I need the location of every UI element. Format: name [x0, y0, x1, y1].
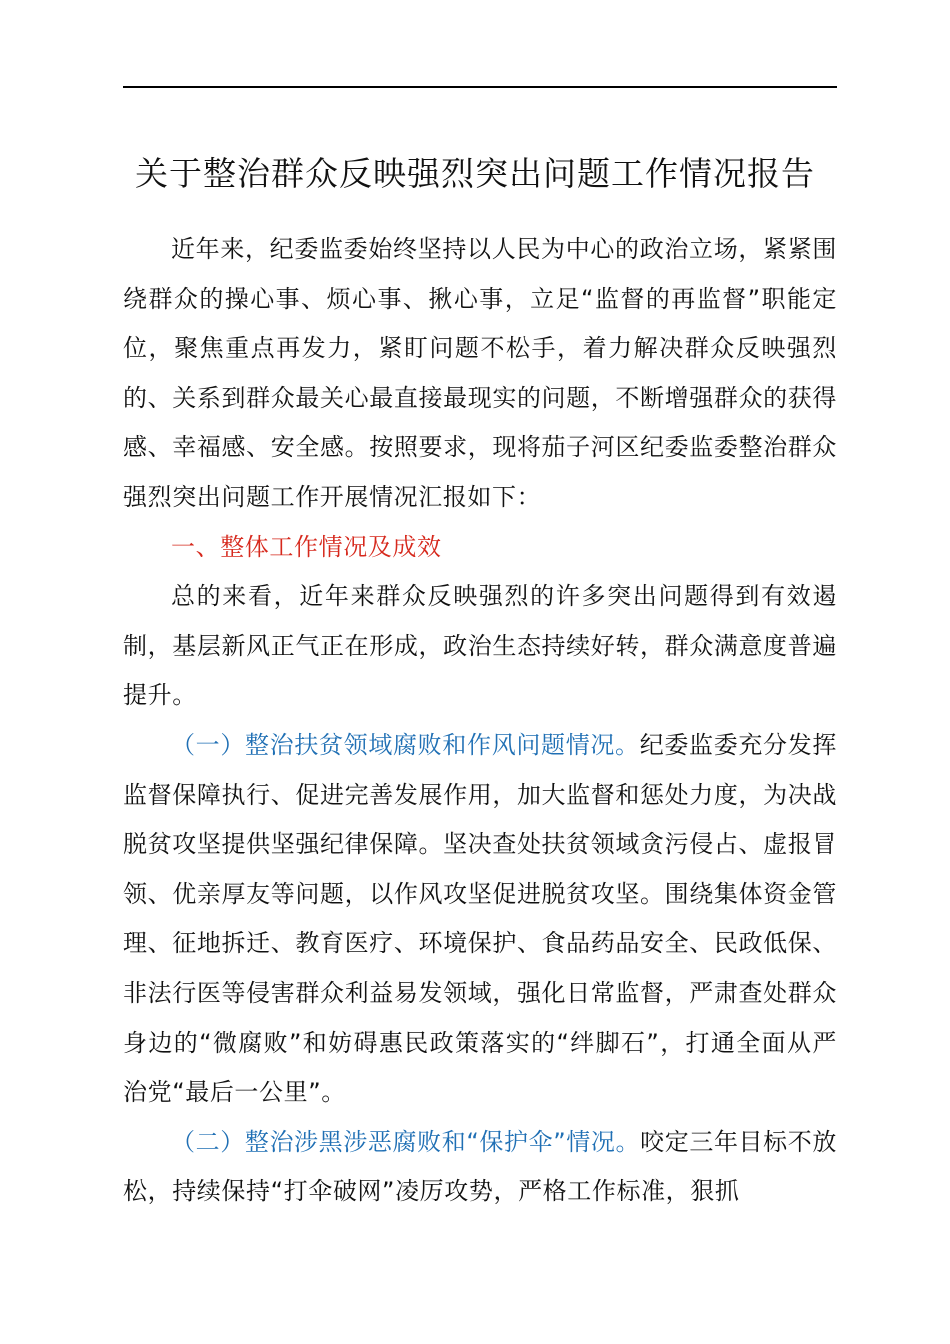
subsection-text-1: 纪委监委充分发挥监督保障执行、促进完善发展作用，加大监督和惩处力度，为决战脱贫攻坚提供坚强纪律保障。坚决查处扶贫领域贪污侵占、虚报冒领、优亲厚友等问题，以作风攻坚促进脱贫攻坚。围绕集体资金管理、征地拆迁、教育医疗、环境保护、食品药品安全、民政低保、非法行医等侵害群众利益易发领域，强化日常监督，严肃查处群众身边的“微腐败”和妨碍惠民政策落实的“绊脚石”，打通全面从严治党“最后一公里”。	[123, 730, 837, 1107]
subsection-heading-1: （一）整治扶贫领域腐败和作风问题情况。	[171, 730, 640, 759]
document-body	[123, 225, 837, 1217]
subsection-paragraph-2	[123, 1118, 837, 1217]
subsection-text-2: 咬定三年目标不放松，持续保持“打伞破网”凌厉攻势，严格工作标准，狠抓	[123, 1127, 837, 1206]
document-title: 关于整治群众反映强烈突出问题工作情况报告	[135, 154, 815, 193]
intro-paragraph: 近年来，纪委监委始终坚持以人民为中心的政治立场，紧紧围绕群众的操心事、烦心事、揪心事，立足“监督的再监督”职能定位，聚焦重点再发力，紧盯问题不松手，着力解决群众反映强烈的、关系到群众最关心最直接最现实的问题，不断增强群众的获得感、幸福感、安全感。按照要求，现将茄子河区纪委监委整治群众强烈突出问题工作开展情况汇报如下：	[123, 235, 837, 511]
subsection-paragraph-1	[123, 721, 837, 1118]
section-heading: 一、整体工作情况及成效	[171, 532, 442, 561]
subsection-heading-2: （二）整治涉黑涉恶腐败和“保护伞”情况。	[171, 1127, 641, 1156]
header-rule	[123, 86, 837, 88]
section-paragraph: 总的来看，近年来群众反映强烈的许多突出问题得到有效遏制，基层新风正气正在形成，政治生态持续好转，群众满意度普遍提升。	[123, 582, 837, 710]
